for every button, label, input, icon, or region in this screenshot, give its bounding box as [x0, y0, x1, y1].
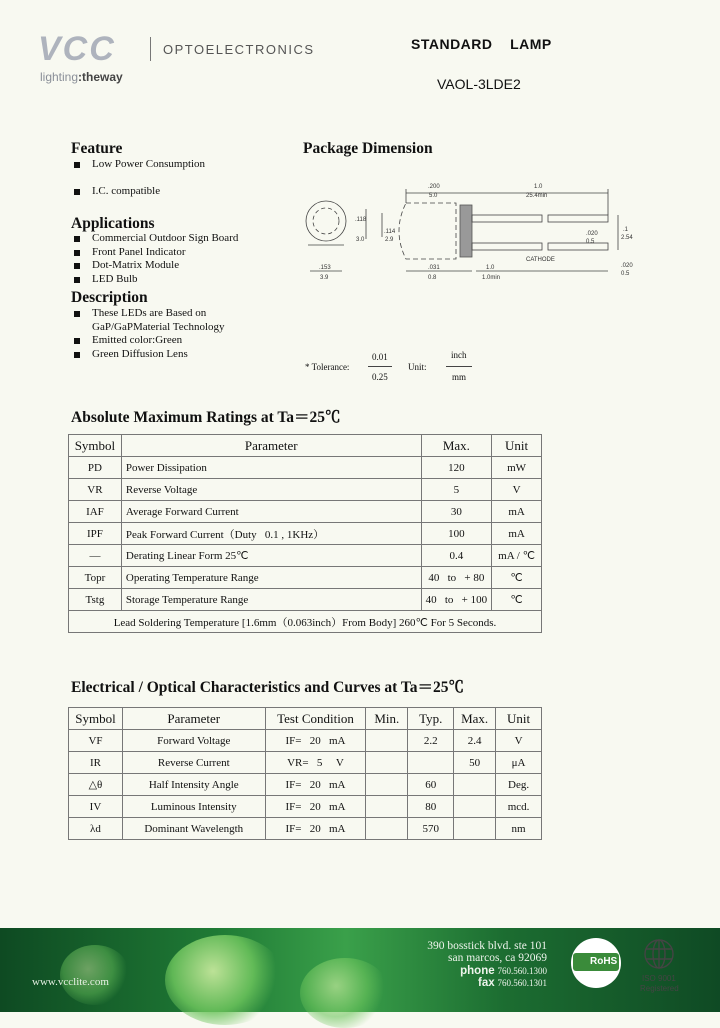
soldering-footnote: Lead Soldering Temperature [1.6mm（0.063inch）From Body] 260℃ For 5 Seconds.	[69, 611, 542, 633]
cell-parameter: Luminous Intensity	[122, 796, 265, 818]
description-heading: Description	[71, 289, 148, 306]
cell-unit: mA / ℃	[492, 545, 542, 567]
table-row	[69, 501, 542, 523]
cell-max: 40 to + 80	[421, 567, 492, 589]
description-list	[72, 307, 225, 361]
table-header-row	[69, 708, 542, 730]
list-item: Commercial Outdoor Sign Board	[72, 232, 238, 246]
cell-parameter: Peak Forward Current（Duty 0.1 , 1KHz）	[121, 523, 421, 545]
cell-condition: IF= 20 mA	[265, 730, 366, 752]
unit-inch: inch	[451, 350, 467, 360]
table-row	[69, 457, 542, 479]
rohs-label: RoHS	[590, 956, 618, 967]
cell-unit: mA	[492, 523, 542, 545]
cell-unit: mcd.	[496, 796, 542, 818]
cell-symbol: IR	[69, 752, 123, 774]
cell-max: 40 to + 100	[421, 589, 492, 611]
cell-unit: V	[492, 479, 542, 501]
column-header: Test Condition	[265, 708, 366, 730]
cell-max: 5	[421, 479, 492, 501]
cell-condition: IF= 20 mA	[265, 818, 366, 840]
list-item: Emitted color:Green	[72, 334, 225, 348]
table-row	[69, 752, 542, 774]
tolerance-inch: 0.01	[372, 352, 388, 362]
list-item: These LEDs are Based on	[72, 307, 225, 321]
package-dimension-drawing	[296, 175, 646, 285]
footer-phone	[460, 965, 547, 977]
feature-heading: Feature	[71, 140, 123, 157]
cell-symbol: VR	[69, 479, 122, 501]
cell-typ	[408, 752, 454, 774]
logo-divider	[150, 37, 151, 61]
list-item: LED Bulb	[72, 273, 238, 287]
table-row	[69, 523, 542, 545]
dim-label: 0.5	[621, 271, 630, 277]
brand-name: OPTOELECTRONICS	[163, 42, 315, 57]
table-row	[69, 774, 542, 796]
cell-symbol: Tstg	[69, 589, 122, 611]
cell-max: 30	[421, 501, 492, 523]
electrical-heading: Electrical / Optical Characteristics and Curves at Ta＝25℃	[71, 679, 465, 696]
table-row	[69, 796, 542, 818]
cell-typ: 80	[408, 796, 454, 818]
dim-label: 25.4min	[526, 193, 548, 199]
cell-symbol: —	[69, 545, 122, 567]
cell-max	[454, 796, 496, 818]
cell-parameter: Reverse Current	[122, 752, 265, 774]
cell-max	[454, 818, 496, 840]
table-row	[69, 589, 542, 611]
list-item: Dot-Matrix Module	[72, 259, 238, 273]
cell-typ: 2.2	[408, 730, 454, 752]
cell-parameter: Average Forward Current	[121, 501, 421, 523]
list-item: GaP/GaPMaterial Technology	[92, 320, 225, 333]
cell-condition: VR= 5 V	[265, 752, 366, 774]
tagline-light: lighting	[40, 70, 79, 84]
cell-symbol: IAF	[69, 501, 122, 523]
cell-parameter: Power Dissipation	[121, 457, 421, 479]
applications-list	[72, 232, 238, 286]
cell-min	[366, 730, 408, 752]
dim-label: 1.0	[486, 265, 495, 271]
cell-typ: 570	[408, 818, 454, 840]
column-header: Max.	[421, 435, 492, 457]
cell-symbol: PD	[69, 457, 122, 479]
dim-label: .114	[384, 229, 396, 235]
document-title: STANDARD LAMP	[411, 36, 552, 52]
dim-label: 2.9	[385, 237, 394, 243]
unit-mm: mm	[452, 372, 467, 382]
dim-label: 2.54	[621, 235, 633, 241]
cell-symbol: VF	[69, 730, 123, 752]
lens-inner	[313, 208, 339, 234]
cell-symbol: △θ	[69, 774, 123, 796]
list-item: Green Diffusion Lens	[72, 348, 225, 362]
cell-max: 2.4	[454, 730, 496, 752]
cell-condition: IF= 20 mA	[265, 774, 366, 796]
dim-label: 5.0	[429, 193, 438, 199]
table-row	[69, 818, 542, 840]
column-header: Unit	[492, 435, 542, 457]
applications-heading: Applications	[71, 215, 155, 232]
cell-max: 50	[454, 752, 496, 774]
cell-unit: V	[496, 730, 542, 752]
tagline-bold: :theway	[78, 70, 123, 84]
cell-max	[454, 774, 496, 796]
part-number: VAOL-3LDE2	[437, 76, 521, 92]
dim-label: 3.0	[356, 237, 365, 243]
column-header: Symbol	[69, 708, 123, 730]
abs-max-table	[68, 434, 542, 633]
lead-upper	[472, 215, 542, 222]
vcc-logo: VCC	[38, 30, 116, 68]
footer-address-line1: 390 bosstick blvd. ste 101	[427, 940, 547, 952]
cell-max: 120	[421, 457, 492, 479]
cell-parameter: Half Intensity Angle	[122, 774, 265, 796]
column-header: Typ.	[408, 708, 454, 730]
iso-label: ISO 9001	[642, 974, 676, 983]
cell-parameter: Reverse Voltage	[121, 479, 421, 501]
dim-label: .031	[428, 265, 440, 271]
cell-symbol: Topr	[69, 567, 122, 589]
fraction-line	[368, 366, 392, 367]
fraction-line	[446, 366, 472, 367]
dim-label: .020	[621, 263, 633, 269]
table-row	[69, 730, 542, 752]
lens-side-view	[399, 203, 456, 259]
lens-front-view	[306, 201, 346, 241]
footer-website-link[interactable]: www.vcclite.com	[32, 976, 109, 988]
phone-label: phone	[460, 965, 495, 977]
table-row	[69, 545, 542, 567]
cathode-label: CATHODE	[526, 257, 555, 263]
table-header-row	[69, 435, 542, 457]
list-item: Low Power Consumption	[72, 158, 205, 172]
cell-unit: μA	[496, 752, 542, 774]
dim-label: 1.0min	[482, 275, 501, 281]
table-row	[69, 567, 542, 589]
column-header: Parameter	[122, 708, 265, 730]
led-glow-decoration	[300, 958, 390, 1028]
package-heading: Package Dimension	[303, 140, 433, 157]
cell-unit: mW	[492, 457, 542, 479]
fax-label: fax	[478, 977, 495, 989]
cell-max: 0.4	[421, 545, 492, 567]
column-header: Min.	[366, 708, 408, 730]
list-item: I.C. compatible	[72, 185, 205, 199]
phone-number: 760.560.1300	[497, 966, 547, 976]
flange	[460, 205, 472, 257]
dim-label: .1	[623, 227, 629, 233]
list-item: Front Panel Indicator	[72, 246, 238, 260]
fax-number: 760.560.1301	[497, 978, 547, 988]
iso-registered: Registered	[640, 984, 679, 993]
cell-min	[366, 752, 408, 774]
dim-label: .153	[319, 265, 331, 271]
cell-unit: ℃	[492, 567, 542, 589]
cell-symbol: λd	[69, 818, 123, 840]
cell-condition: IF= 20 mA	[265, 796, 366, 818]
dim-label: .118	[355, 217, 367, 223]
cell-min	[366, 774, 408, 796]
cell-min	[366, 818, 408, 840]
cell-parameter: Derating Linear Form 25℃	[121, 545, 421, 567]
led-glow-decoration	[60, 945, 130, 1005]
unit-label: Unit:	[408, 362, 427, 372]
cell-symbol: IV	[69, 796, 123, 818]
iso-globe-icon	[642, 937, 676, 971]
dim-label: 1.0	[534, 184, 543, 190]
tolerance-mm: 0.25	[372, 372, 388, 382]
dim-label: .200	[428, 184, 440, 190]
lead-lower	[472, 243, 542, 250]
cell-unit: mA	[492, 501, 542, 523]
column-header: Max.	[454, 708, 496, 730]
cell-max: 100	[421, 523, 492, 545]
cell-unit: nm	[496, 818, 542, 840]
dim-label: 3.9	[320, 275, 329, 281]
cell-parameter: Operating Temperature Range	[121, 567, 421, 589]
electrical-table	[68, 707, 542, 840]
table-footnote-row	[69, 611, 542, 633]
cell-parameter: Storage Temperature Range	[121, 589, 421, 611]
column-header: Symbol	[69, 435, 122, 457]
dim-label: 0.8	[428, 275, 437, 281]
cell-unit: Deg.	[496, 774, 542, 796]
column-header: Unit	[496, 708, 542, 730]
cell-min	[366, 796, 408, 818]
cell-typ: 60	[408, 774, 454, 796]
dim-label: .020	[586, 231, 598, 237]
cell-symbol: IPF	[69, 523, 122, 545]
feature-list	[72, 158, 205, 199]
dim-label: 0.5	[586, 239, 595, 245]
column-header: Parameter	[121, 435, 421, 457]
abs-max-heading: Absolute Maximum Ratings at Ta＝25℃	[71, 409, 341, 426]
tolerance-label: * Tolerance:	[305, 362, 350, 372]
tagline	[40, 70, 123, 84]
table-row	[69, 479, 542, 501]
footer-address-line2: san marcos, ca 92069	[448, 952, 547, 964]
cell-parameter: Dominant Wavelength	[122, 818, 265, 840]
footer-fax	[478, 977, 547, 989]
cell-unit: ℃	[492, 589, 542, 611]
cell-parameter: Forward Voltage	[122, 730, 265, 752]
